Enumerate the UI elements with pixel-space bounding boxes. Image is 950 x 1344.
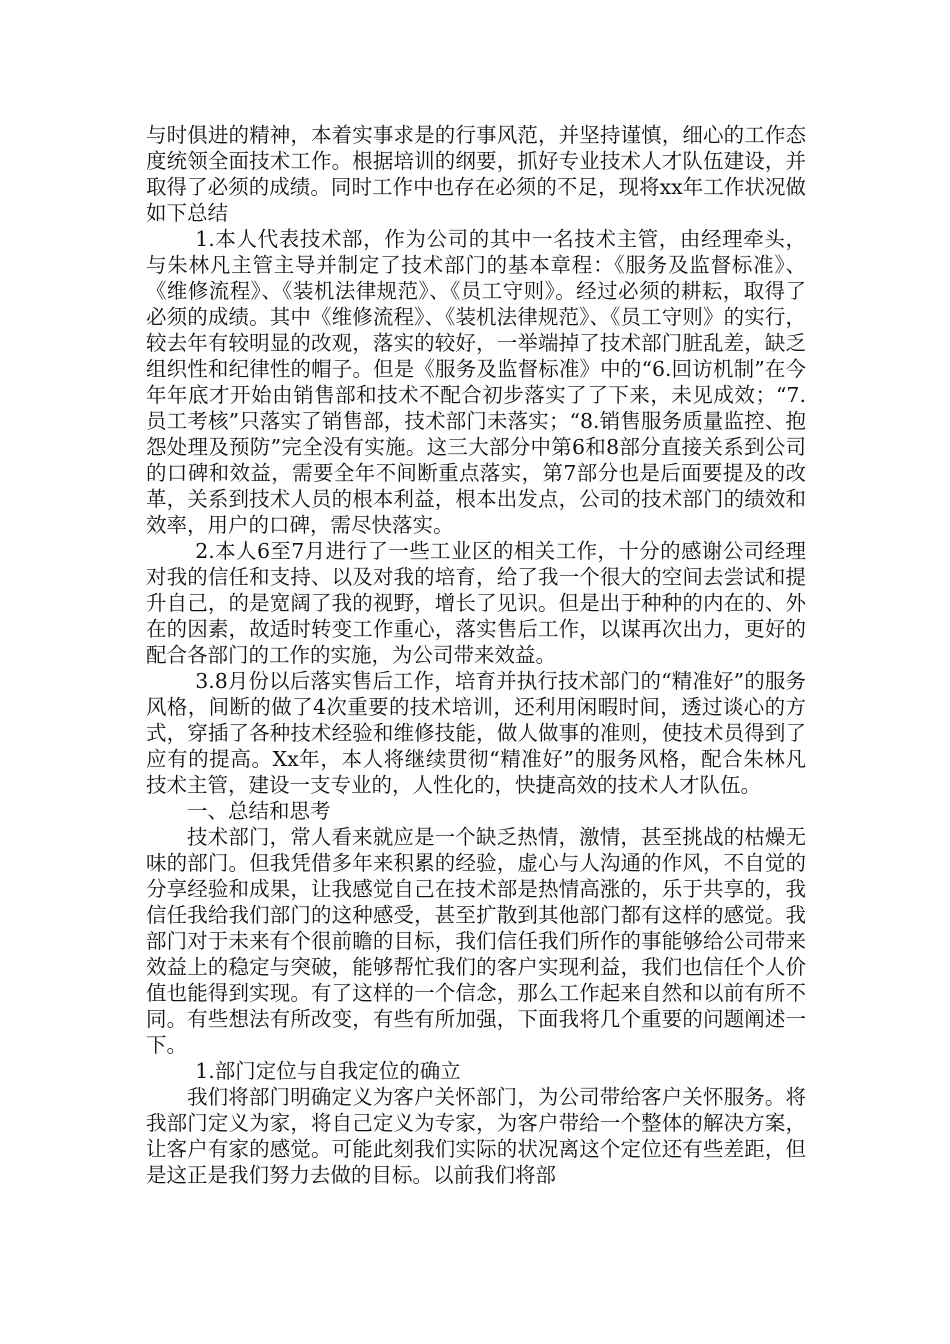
section-heading-summary: 一、总结和思考 xyxy=(187,799,331,823)
positioning-paragraph: 我们将部门明确定义为客户关怀部门，为公司带给客户关怀服务。将我部门定义为家，将自己定义为专家，为客户带给一个整体的解决方案，让客户有家的感觉。可能此刻我们实际的状况离这个定位还有些差距，但是这正是我们努力去做的目标。以前我们将部 xyxy=(146,1085,806,1187)
item-3-paragraph: 3.8月份以后落实售后工作，培育并执行技术部门的“精准好”的服务风格，间断的做了4次重要的技术培训，还利用闲暇时间，透过谈心的方式，穿插了各种技术经验和维修技能，做人做事的准则，使技术员得到了应有的提高。Xx年，本人将继续贯彻“精准好”的服务风格，配合朱林凡技术主管，建设一支专业的，人性化的，快捷高效的技术人才队伍。 xyxy=(146,669,806,797)
intro-paragraph: 与时俱进的精神，本着实事求是的行事风范，并坚持谨慎，细心的工作态度统领全面技术工作。根据培训的纲要，抓好专业技术人才队伍建设，并取得了必须的成绩。同时工作中也存在必须的不足，现将xx年工作状况做如下总结 xyxy=(146,123,806,225)
document-body xyxy=(146,122,806,1188)
summary-paragraph: 技术部门，常人看来就应是一个缺乏热情，激情，甚至挑战的枯燥无味的部门。但我凭借多年来积累的经验，虚心与人沟通的作风，不自觉的分享经验和成果，让我感觉自己在技术部是热情高涨的，乐于共享的，我信任我给我们部门的这种感受，甚至扩散到其他部门都有这样的感觉。我部门对于未来有个很前瞻的目标，我们信任我们所作的事能够给公司带来效益上的稳定与突破，能够帮忙我们的客户实现利益，我们也信任个人价值也能得到实现。有了这样的一个信念，那么工作起来自然和以前有所不同。有些想法有所改变，有些有所加强，下面我将几个重要的问题阐述一下。 xyxy=(146,825,806,1057)
item-2-paragraph: 2.本人6至7月进行了一些工业区的相关工作，十分的感谢公司经理对我的信任和支持、以及对我的培育，给了我一个很大的空间去尝试和提升自己，的是宽阔了我的视野，增长了见识。但是出于种种的内在的、外在的因素，故适时转变工作重心，落实售后工作，以谋再次出力，更好的配合各部门的工作的实施，为公司带来效益。 xyxy=(146,539,806,667)
item-1-paragraph: 1.本人代表技术部，作为公司的其中一名技术主管，由经理牵头，与朱林凡主管主导并制定了技术部门的基本章程：《服务及监督标准》、《维修流程》、《装机法律规范》、《员工守则》。经过必须的耕耘，取得了必须的成绩。其中《维修流程》、《装机法律规范》、《员工守则》的实行，较去年有较明显的改观，落实的较好，一举端掉了技术部门脏乱差，缺乏组织性和纪律性的帽子。但是《服务及监督标准》中的“6.回访机制”在今年年底才开始由销售部和技术不配合初步落实了了下来，未见成效；“7.员工考核”只落实了销售部，技术部门未落实；“8.销售服务质量监控、抱怨处理及预防”完全没有实施。这三大部分中第6和8部分直接关系到公司的口碑和效益，需要全年不间断重点落实，第7部分也是后面要提及的改革，关系到技术人员的根本利益，根本出发点，公司的技术部门的绩效和效率，用户的口碑，需尽快落实。 xyxy=(146,227,806,537)
subsection-heading-positioning: 1.部门定位与自我定位的确立 xyxy=(195,1059,461,1083)
